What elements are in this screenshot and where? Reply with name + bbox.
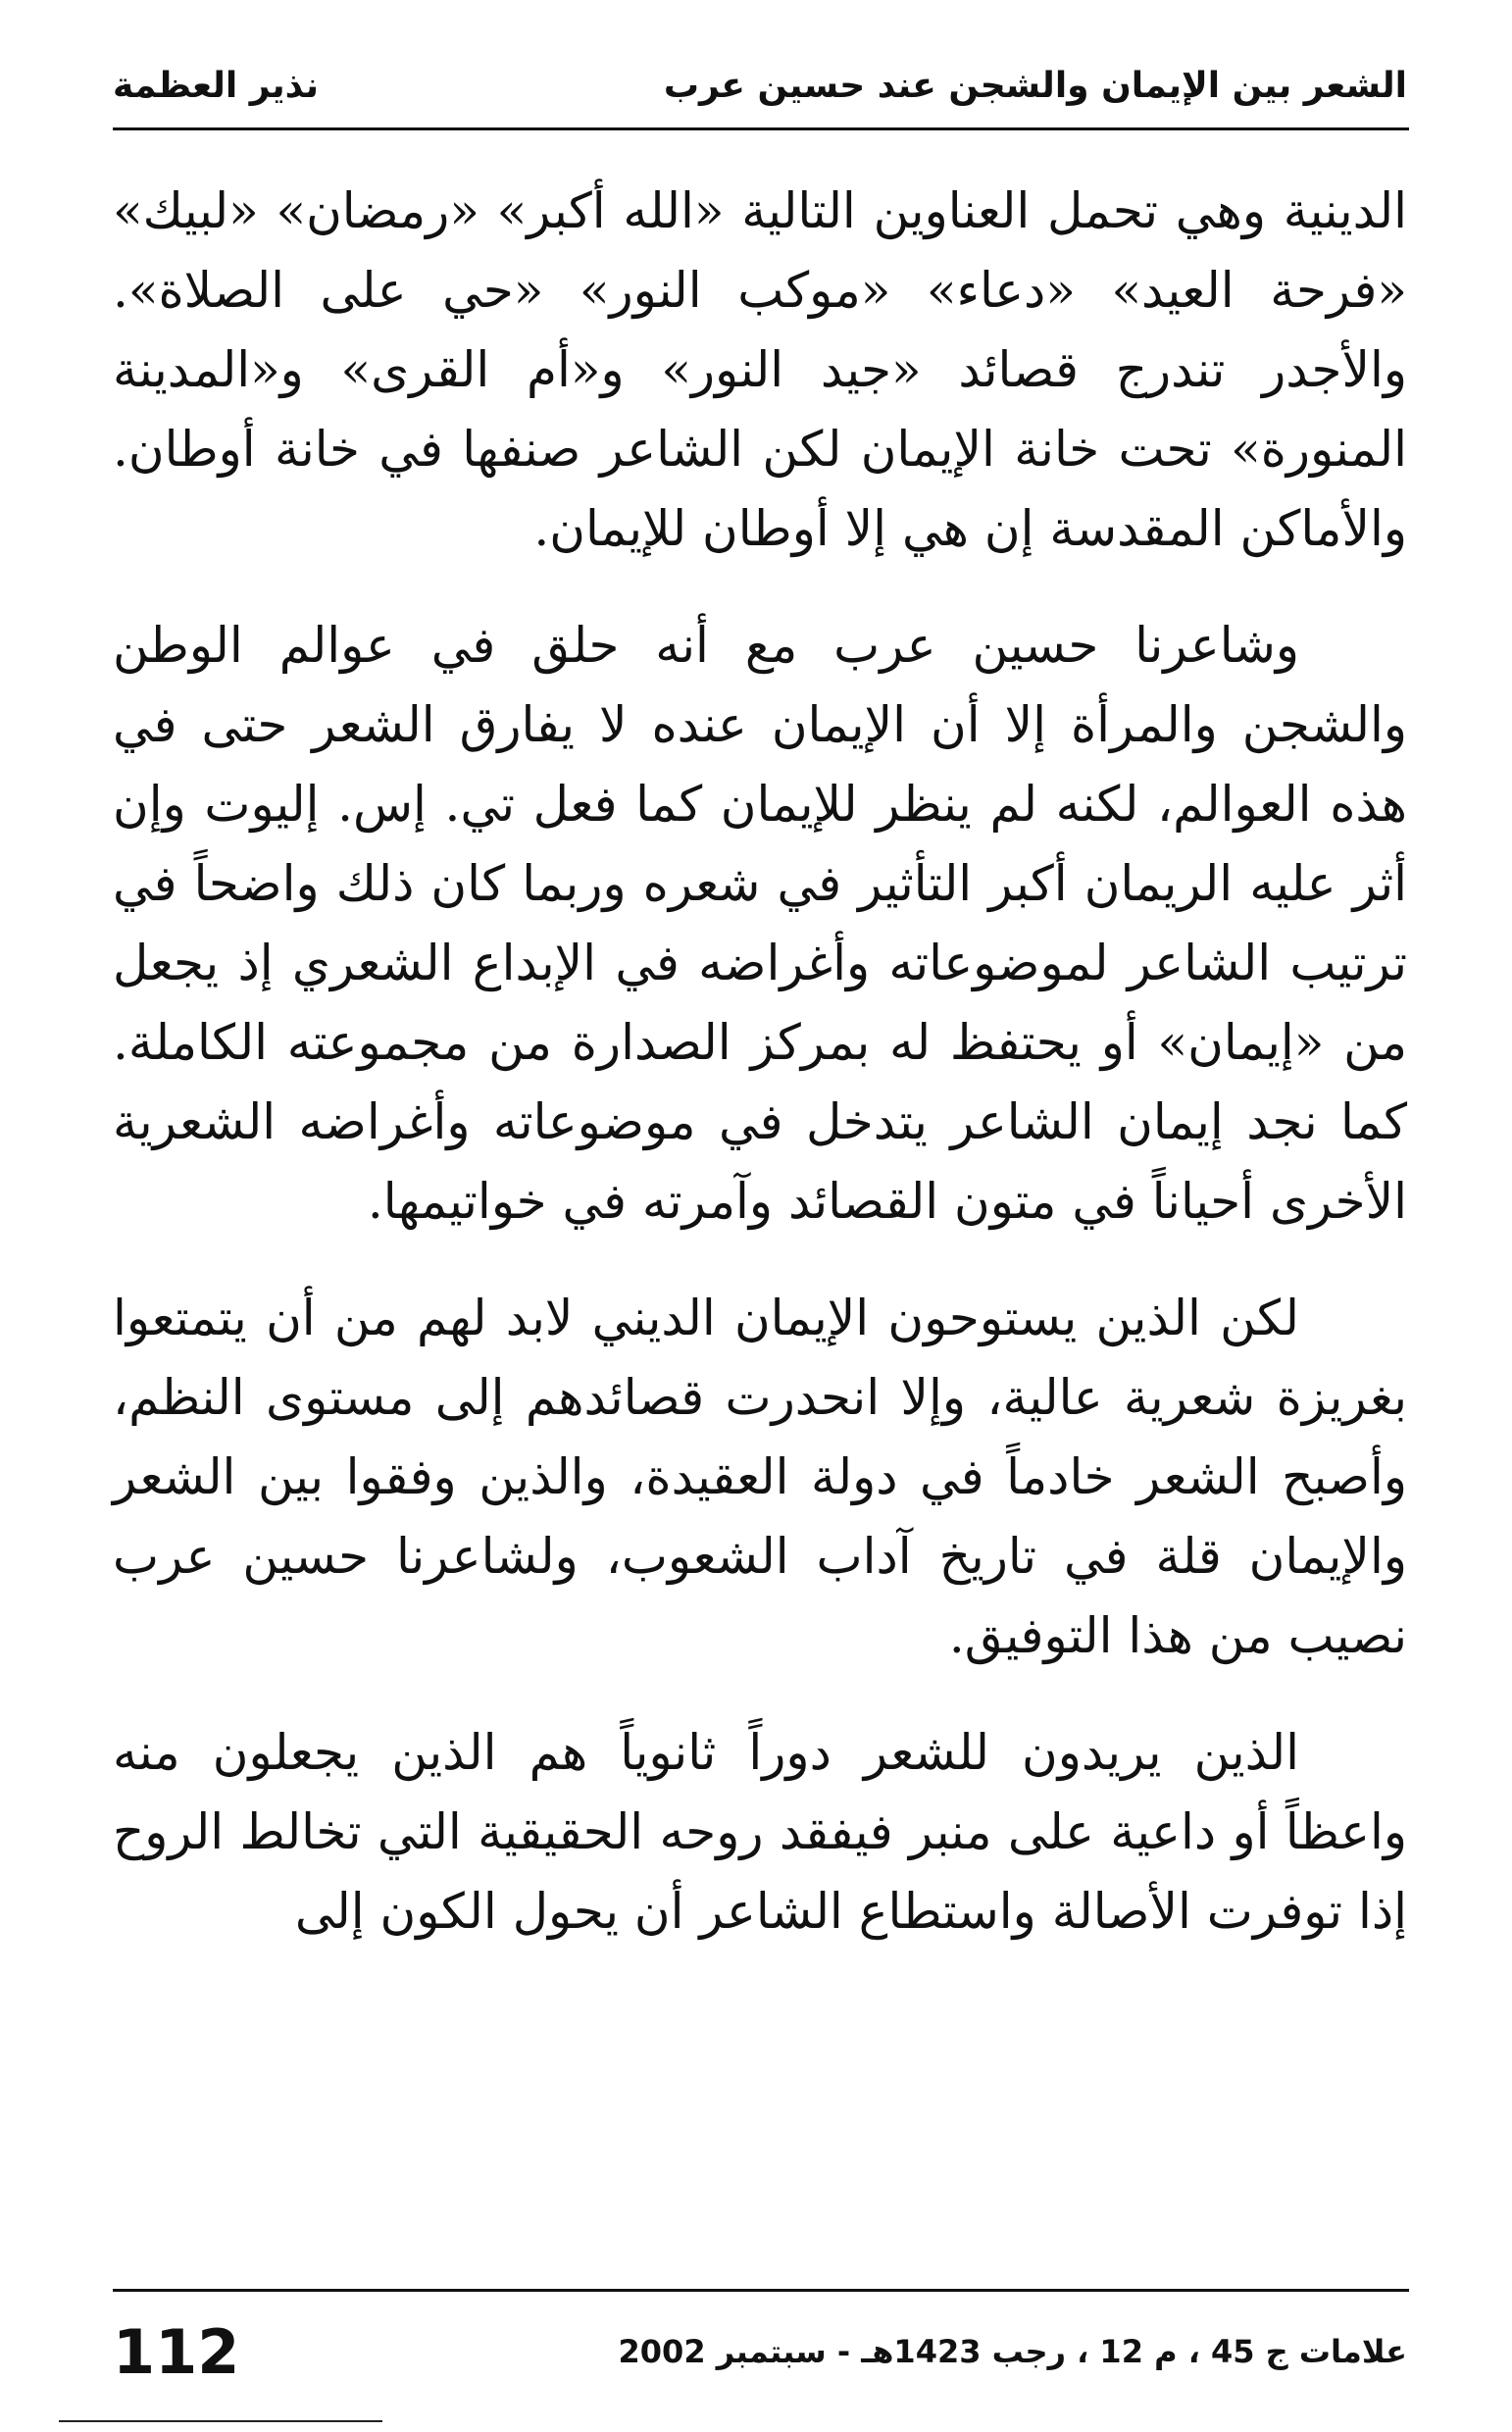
header-article-title: الشعر بين الإيمان والشجن عند حسين عرب <box>663 65 1407 106</box>
article-body <box>113 172 1407 1989</box>
header-author-name: نذير العظمة <box>113 65 319 106</box>
header-rule <box>113 127 1409 130</box>
paragraph-2: وشاعرنا حسين عرب مع أنه حلق في عوالم الوطن والشجن والمرأة إلا أن الإيمان عنده لا يفارق الشعر حتى في هذه العوالم، لكنه لم ينظر للإيمان كما فعل تي. إس. إليوت وإن أثر عليه الريمان أكبر التأثير في شعره وربما كان ذلك واضحاً في ترتيب الشاعر لموضوعاته وأغراضه في الإبداع الشعري إذ يجعل من «إيمان» أو يحتفظ له بمركز الصدارة من مجموعته الكاملة. كما نجد إيمان الشاعر يتدخل في موضوعاته وأغراضه الشعرية الأخرى أحياناً في متون القصائد وآمرته في خواتيمها. <box>113 617 1407 1230</box>
scan-edge-line <box>59 2420 382 2422</box>
paragraph-1: الدينية وهي تحمل العناوين التالية «الله أكبر» «رمضان» «لبيك» «فرحة العيد» «دعاء» «موكب النور» «حي على الصلاة». والأجدر تندرج قصائد «جيد النور» و«أم القرى» و«المدينة المنورة» تحت خانة الإيمان لكن الشاعر صنفها في خانة أوطان. والأماكن المقدسة إن هي إلا أوطان للإيمان. <box>113 182 1407 557</box>
footer-journal-citation: علامات ج 45 ، م 12 ، رجب 1423هـ - سبتمبر 2002 <box>618 2333 1407 2370</box>
running-header <box>113 51 1407 120</box>
footer-rule <box>113 2289 1409 2292</box>
page-number: 112 <box>113 2315 240 2388</box>
paragraph-4: الذين يريدون للشعر دوراً ثانوياً هم الذين يجعلون منه واعظاً أو داعية على منبر فيفقد روحه الحقيقية التي تخالط الروح إذا توفرت الأصالة واستطاع الشاعر أن يحول الكون إلى <box>113 1724 1407 1940</box>
paragraph-3: لكن الذين يستوحون الإيمان الديني لابد لهم من أن يتمتعوا بغريزة شعرية عالية، وإلا انحدرت قصائدهم إلى مستوى النظم، وأصبح الشعر خادماً في دولة العقيدة، والذين وفقوا بين الشعر والإيمان قلة في تاريخ آداب الشعوب، ولشاعرنا حسين عرب نصيب من هذا التوفيق. <box>113 1290 1407 1664</box>
running-footer <box>113 2312 1407 2391</box>
